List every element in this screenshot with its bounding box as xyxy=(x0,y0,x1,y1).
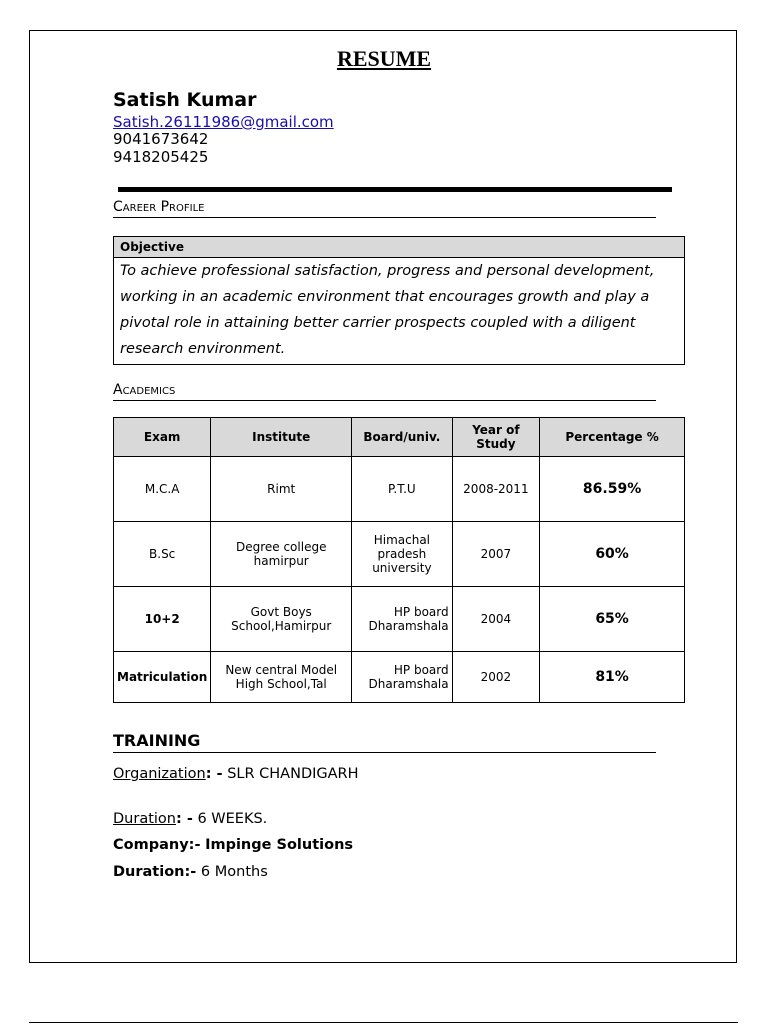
header-institute: Institute xyxy=(211,418,352,457)
objective-text: To achieve professional satisfaction, progress and personal development, working in an academic environment that encourages growth and play a pivotal role in attaining better carrier prospects coupled with a diligent research environment. xyxy=(120,263,655,357)
header-exam: Exam xyxy=(114,418,211,457)
header-year: Year of Study xyxy=(452,418,540,457)
exam-cell: 10+2 xyxy=(114,587,211,652)
section-divider xyxy=(118,187,672,192)
percentage-cell: 86.59% xyxy=(540,457,685,522)
institute-cell: New central Model High School,Tal xyxy=(211,652,352,703)
academics-heading: Academics xyxy=(113,382,656,401)
organization-label: Organization xyxy=(113,766,206,782)
institute-cell: Rimt xyxy=(211,457,352,522)
exam-cell: B.Sc xyxy=(114,522,211,587)
training-heading: TRAINING xyxy=(113,731,656,753)
year-cell: 2008-2011 xyxy=(452,457,540,522)
year-cell: 2007 xyxy=(452,522,540,587)
duration-line-1 xyxy=(113,811,267,827)
duration-line-2 xyxy=(113,864,268,880)
duration-value-1: 6 WEEKS. xyxy=(197,811,268,827)
board-cell: HP board Dharamshala xyxy=(352,587,453,652)
percentage-cell: 60% xyxy=(540,522,685,587)
duration-separator-1: : - xyxy=(175,811,193,827)
table-row xyxy=(114,652,685,703)
organization-separator: : - xyxy=(205,766,223,782)
phone-number-1: 9041673642 xyxy=(113,130,209,148)
phone-number-2: 9418205425 xyxy=(113,148,209,166)
candidate-name: Satish Kumar xyxy=(113,89,257,111)
objective-box xyxy=(113,236,685,365)
company-line xyxy=(113,837,353,853)
duration-label-1: Duration xyxy=(113,811,176,827)
institute-cell: Govt Boys School,Hamirpur xyxy=(211,587,352,652)
percentage-cell: 65% xyxy=(540,587,685,652)
objective-label: Objective xyxy=(114,237,684,258)
percentage-cell: 81% xyxy=(540,652,685,703)
header-board: Board/univ. xyxy=(352,418,453,457)
institute-cell: Degree college hamirpur xyxy=(211,522,352,587)
academics-table xyxy=(113,417,685,703)
duration-value-2: 6 Months xyxy=(200,864,268,880)
header-percentage: Percentage % xyxy=(540,418,685,457)
page-title: RESUME xyxy=(336,46,432,71)
exam-cell: Matriculation xyxy=(114,652,211,703)
board-cell: HP board Dharamshala xyxy=(352,652,453,703)
table-row xyxy=(114,457,685,522)
organization-value: SLR CHANDIGARH xyxy=(227,766,359,782)
table-row xyxy=(114,522,685,587)
duration-label-2: Duration:- xyxy=(113,864,197,880)
footer-divider xyxy=(29,1022,738,1023)
company-label: Company:- xyxy=(113,837,201,853)
board-cell: P.T.U xyxy=(352,457,453,522)
board-cell: Himachal pradesh university xyxy=(352,522,453,587)
year-cell: 2004 xyxy=(452,587,540,652)
exam-cell: M.C.A xyxy=(114,457,211,522)
career-profile-heading: Career Profile xyxy=(113,199,656,218)
year-cell: 2002 xyxy=(452,652,540,703)
company-value: Impinge Solutions xyxy=(205,837,354,853)
table-header-row xyxy=(114,418,685,457)
email-link[interactable]: Satish.26111986@gmail.com xyxy=(113,113,334,131)
organization-line xyxy=(113,766,359,782)
table-row xyxy=(114,587,685,652)
